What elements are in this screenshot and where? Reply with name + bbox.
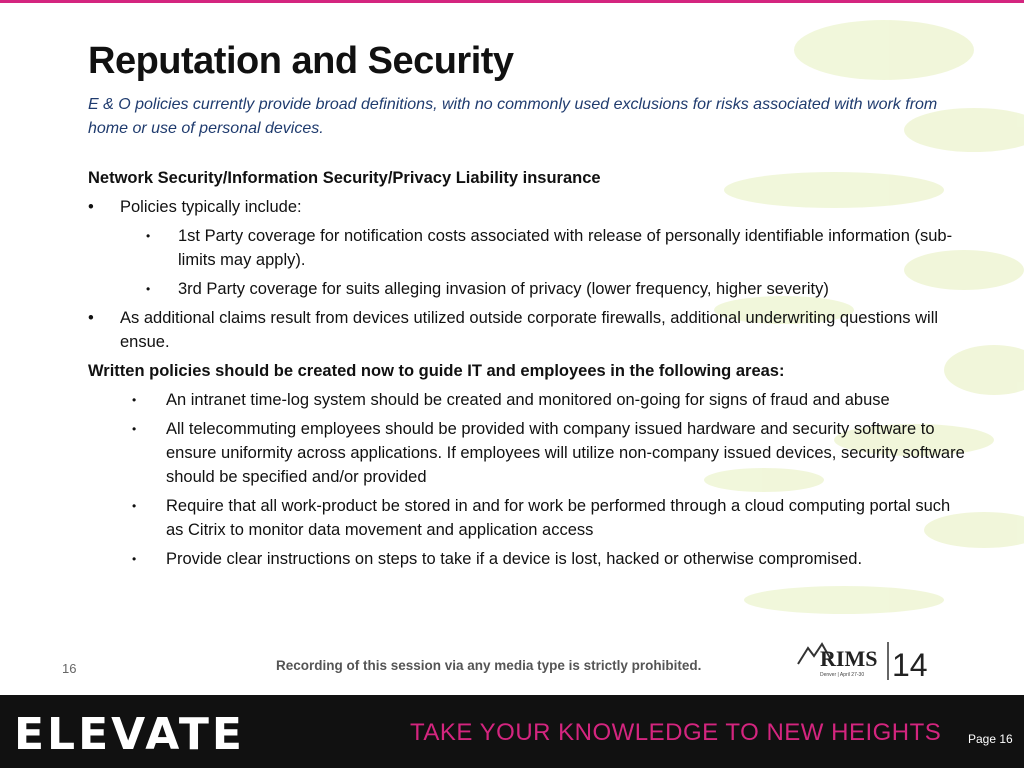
bullet-marker: • [88,198,94,216]
bullet-text: Policies typically include: [120,198,302,216]
rims-logo-subtext: Denver | April 27-30 [820,672,865,678]
bullet-item [88,306,968,354]
sub-bullet-item [88,277,968,301]
bullet-item [88,195,968,219]
bullet-marker: • [88,309,94,327]
page-label: Page 16 [968,732,1013,746]
bullet-marker: • [146,282,151,296]
slide-number: 16 [62,661,77,676]
elevate-brand-logo: ELEVATE [14,709,245,760]
bullet-text: 1st Party coverage for notification costs associated with release of personally identifiable information (sub-limits may apply). [178,227,953,269]
bullet-marker: • [132,552,137,566]
slide-body [88,166,968,576]
bullet-marker: • [132,393,137,407]
section-heading-written-policies: Written policies should be created now to guide IT and employees in the following areas: [88,362,785,380]
bullet-text: An intranet time-log system should be created and monitored on-going for signs of fraud and abuse [166,391,890,409]
slide-title: Reputation and Security [88,40,514,82]
sub-bullet-item [88,224,968,272]
footer-bar [0,695,1024,768]
rims-logo-number: 14 [892,647,928,682]
section-heading-network-security: Network Security/Information Security/Privacy Liability insurance [88,169,601,187]
sub-bullet-item [88,388,968,412]
bullet-text: All telecommuting employees should be provided with company issued hardware and security software to ensure uniformity across applications. If employees will utilize non-company issued devices, security software should be specified and/or provided [166,420,965,486]
rims-logo [796,638,931,682]
bullet-text: 3rd Party coverage for suits alleging invasion of privacy (lower frequency, higher severity) [178,280,829,298]
bullet-marker: • [132,499,137,513]
bullet-text: Require that all work-product be stored in and for work be performed through a cloud computing portal such as Citrix to monitor data movement and application access [166,497,951,539]
footer-tagline: TAKE YOUR KNOWLEDGE TO NEW HEIGHTS [410,719,942,746]
bullet-marker: • [132,422,137,436]
sub-bullet-item [88,494,968,542]
sub-bullet-item [88,547,968,571]
bullet-marker: • [146,229,151,243]
slide-subtitle: E & O policies currently provide broad definitions, with no commonly used exclusions for risks associated with work from home or use of personal devices. [88,96,938,137]
rims-logo-text: RIMS [820,646,878,671]
sub-bullet-item [88,417,968,489]
bullet-text: Provide clear instructions on steps to take if a device is lost, hacked or otherwise compromised. [166,550,863,568]
top-accent-line [0,0,1024,3]
recording-notice: Recording of this session via any media type is strictly prohibited. [276,658,702,673]
bullet-text: As additional claims result from devices utilized outside corporate firewalls, additional underwriting questions will ensue. [120,309,939,351]
